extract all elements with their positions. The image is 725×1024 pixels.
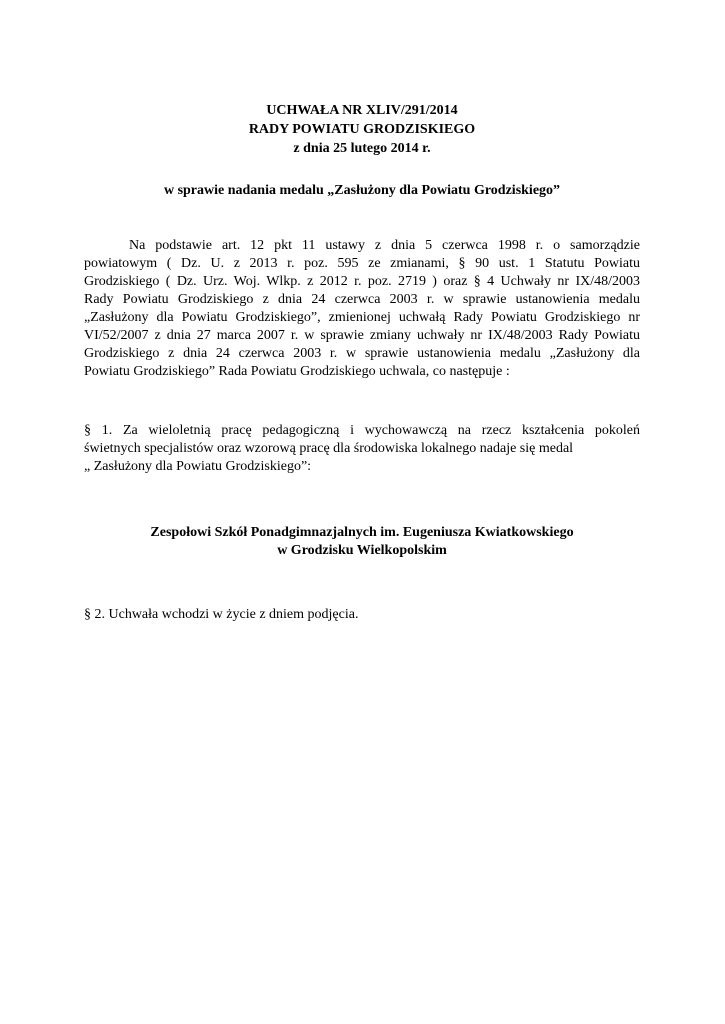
council-name: RADY POWIATU GRODZISKIEGO: [248, 122, 476, 137]
section-1-line: świetnych specjalistów oraz wzorową pracę dla środowiska lokalnego nadaje się medal: [84, 441, 574, 456]
preamble-line: Grodziskiego z dnia 24 czerwca 2003 r. w sprawie ustanowienia medalu „Zasłużony dla: [84, 346, 640, 361]
preamble-line: Na podstawie art. 12 pkt 11 ustawy z dnia 5 czerwca 1998 r. o samorządzie: [129, 238, 640, 253]
preamble-line: powiatowym ( Dz. U. z 2013 r. poz. 595 ze zmianami, § 90 ust. 1 Statutu Powiatu: [84, 256, 640, 271]
resolution-date: z dnia 25 lutego 2014 r.: [293, 141, 431, 156]
section-1-line: „ Zasłużony dla Powiatu Grodziskiego”:: [84, 459, 312, 474]
preamble-line: VI/52/2007 z dnia 27 marca 2007 r. w sprawie zmiany uchwały nr IX/48/2003 Rady Powiatu: [84, 328, 640, 343]
medal-recipient: [84, 524, 640, 560]
preamble-line: „Zasłużony dla Powiatu Grodziskiego”, zmienionej uchwałą Rady Powiatu Grodziskiego nr: [84, 310, 640, 325]
preamble-line: Rady Powiatu Grodziskiego z dnia 24 czerwca 2003 r. w sprawie ustanowienia medalu: [84, 292, 640, 307]
resolution-header: [84, 101, 640, 158]
section-1-line: § 1. Za wieloletnią pracę pedagogiczną i wychowawczą na rzecz kształcenia pokoleń: [84, 423, 640, 438]
resolution-number: UCHWAŁA NR XLIV/291/2014: [266, 103, 458, 118]
preamble-line: Powiatu Grodziskiego” Rada Powiatu Grodziskiego uchwala, co następuje :: [84, 364, 510, 379]
preamble-line: Grodziskiego ( Dz. Urz. Woj. Wlkp. z 2012 r. poz. 2719 ) oraz § 4 Uchwały nr IX/48/2003: [84, 274, 640, 289]
recipient-location: w Grodzisku Wielkopolskim: [277, 543, 447, 558]
preamble-paragraph: [84, 237, 640, 381]
resolution-subject: w sprawie nadania medalu „Zasłużony dla Powiatu Grodziskiego”: [163, 183, 561, 198]
recipient-name: Zespołowi Szkół Ponadgimnazjalnych im. Eugeniusza Kwiatkowskiego: [150, 525, 574, 540]
section-2-paragraph: § 2. Uchwała wchodzi w życie z dniem podjęcia.: [84, 607, 359, 622]
section-1-paragraph: [84, 422, 640, 476]
